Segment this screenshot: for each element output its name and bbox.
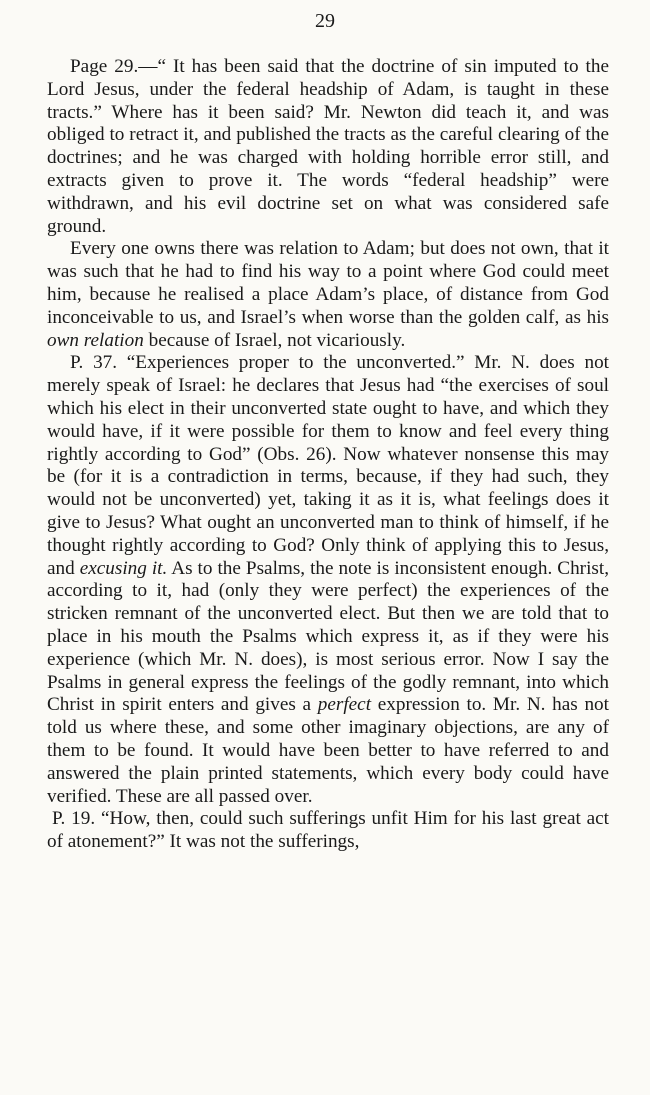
italic-phrase: perfect — [317, 694, 372, 716]
paragraph — [47, 238, 609, 352]
text-run: Every one owns there was relation to Adam; but does not own, that it was such that he had to find his way to a point where God could meet him, because he realised a place Adam’s place, of distance from God inconceivable to us, and Israel’s when worse than the golden calf, as his — [47, 238, 609, 328]
italic-phrase: excusing it. — [79, 557, 168, 579]
paragraph — [47, 56, 609, 238]
text-run: P. 19. “How, then, could such sufferings unfit Him for his last great act of atonement?” It was not the sufferings, — [47, 808, 609, 853]
text-run: because of Israel, not vicariously. — [143, 329, 406, 351]
page-number: 29 — [315, 10, 335, 32]
body-text — [47, 56, 609, 854]
text-run: P. 37. “Experiences proper to the unconverted.” Mr. N. does not merely speak of Israel: he declares that Jesus had “the exercises of soul which his elect in their unconverted state ought to have, and which they would have, if it were possible for them to know and feel every thing rightly according to God” (Obs. 26). Now whatever nonsense this may be (for it is a contradiction in terms, because, if they had such, they would not be unconverted) yet, taking it as it is, what feelings does it give to Jesus? What ought an unconverted man to think of himself, if he thought rightly according to God? Only think of applying this to Jesus, and — [47, 352, 609, 579]
text-run: Page 29.—“ It has been said that the doctrine of sin imputed to the Lord Jesus, under the federal headship of Adam, is taught in these tracts.” Where has it been said? Mr. Newton did teach it, and was obliged to retract it, and published the tracts as the careful clearing of the doctrines; and he was charged with holding horrible error still, and extracts given to prove it. The words “federal headship” were withdrawn, and his evil doctrine set on what was considered safe ground. — [47, 56, 609, 237]
italic-phrase: own relation — [47, 329, 144, 351]
text-run: expression to. Mr. N. has not told us where these, and some other imaginary objections, are any of them to be found. It would have been better to have referred to and answered the plain printed statements, which every body could have verified. These are all passed over. — [47, 694, 609, 807]
text-run: As to the Psalms, the note is inconsistent enough. Christ, according to it, had (only they were perfect) the experiences of the stricken remnant of the unconverted elect. But then we are told that to place in his mouth the Psalms which express it, as if they were his experience (which Mr. N. does), is most serious error. Now I say the Psalms in general express the feelings of the godly remnant, into which Christ in spirit enters and gives a — [47, 557, 609, 716]
paragraph — [47, 808, 609, 854]
paragraph — [47, 352, 609, 808]
